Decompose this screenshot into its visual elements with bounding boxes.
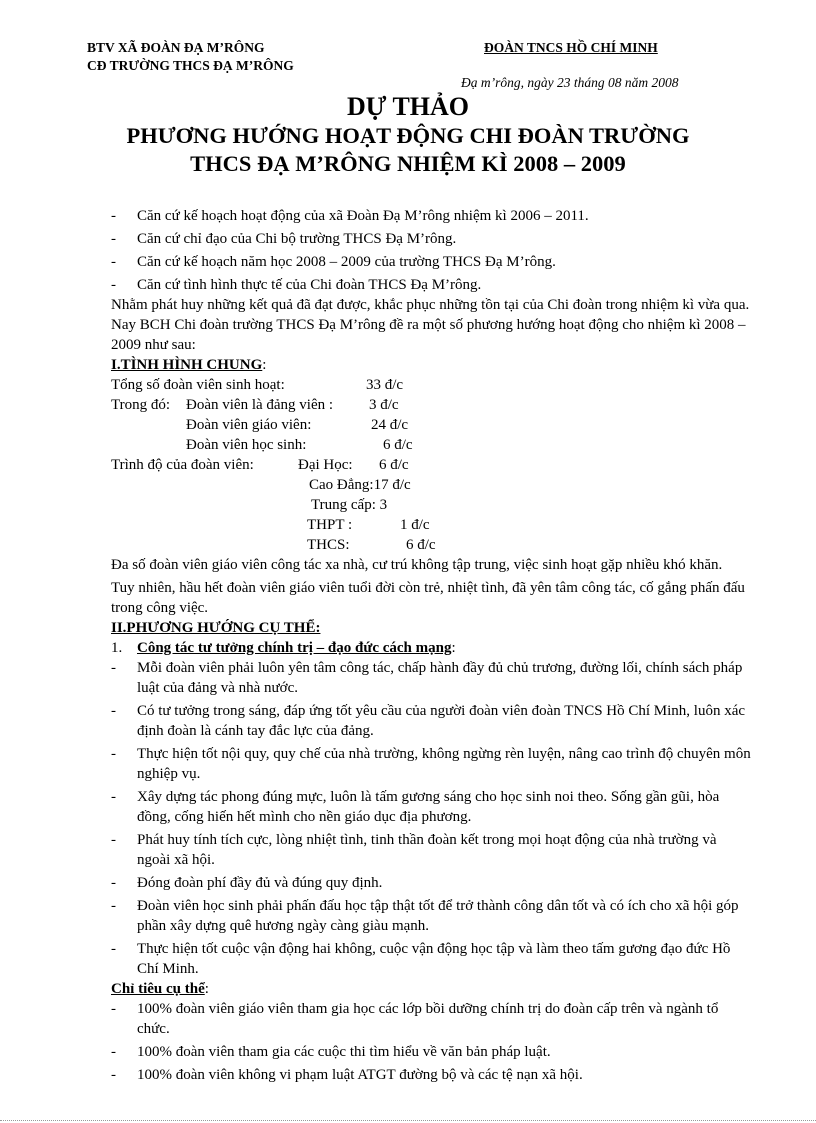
edu-intermediate: Trung cấp: 3 bbox=[311, 497, 388, 513]
stat-total: Tổng số đoàn viên sinh hoạt: 33 đ/c bbox=[111, 377, 404, 393]
situation-paragraph: Tuy nhiên, hầu hết đoàn viên giáo viên tuổi đời còn trẻ, nhiệt tình, đã yên tâm công tác, cố gắng phấn đấu trong công việc. bbox=[111, 580, 745, 616]
document-title: DỰ THẢO bbox=[346, 92, 470, 121]
organization-name: ĐOÀN TNCS HỒ CHÍ MINH bbox=[484, 40, 658, 55]
edu-college: Cao Đẳng:17 đ/c bbox=[309, 477, 411, 493]
document-subtitle-line-1: PHƯƠNG HƯỚNG HOẠT ĐỘNG CHI ĐOÀN TRƯỜNG bbox=[126, 123, 690, 148]
targets-heading: Chỉ tiêu cụ thể: bbox=[111, 981, 209, 997]
point-item: - Thực hiện tốt cuộc vận động hai không, cuộc vận động học tập và làm theo tấm gương đạo đức Hồ Chí Minh. bbox=[111, 941, 731, 977]
basis-item: - Căn cứ kế hoạch năm học 2008 – 2009 của trường THCS Đạ M’rông. bbox=[111, 254, 556, 270]
document-date: Đạ m’rông, ngày 23 tháng 08 năm 2008 bbox=[461, 75, 679, 90]
situation-paragraph: Đa số đoàn viên giáo viên công tác xa nhà, cư trú không tập trung, việc sinh hoạt gặp nhiều khó khăn. bbox=[111, 557, 723, 573]
point-item: - Đóng đoàn phí đầy đủ và đúng quy định. bbox=[111, 875, 383, 891]
point-item: - Thực hiện tốt nội quy, quy chế của nhà trường, không ngừng rèn luyện, nâng cao trình độ chuyên môn nghiệp vụ. bbox=[111, 746, 751, 782]
page-bottom-border bbox=[0, 1120, 816, 1121]
target-item: - 100% đoàn viên giáo viên tham gia học các lớp bồi dưỡng chính trị do đoàn cấp trên và ngành tổ chức. bbox=[111, 1001, 719, 1037]
section-2-heading: II.PHƯƠNG HƯỚNG CỤ THỂ: bbox=[111, 620, 321, 636]
point-item: - Có tư tưởng trong sáng, đáp ứng tốt yêu cầu của người đoàn viên đoàn TNCS Hồ Chí Minh, luôn xác định đoàn là cánh tay đắc lực của đảng. bbox=[111, 703, 746, 739]
basis-item: - Căn cứ kế hoạch hoạt động của xã Đoàn Đạ M’rông nhiệm kì 2006 – 2011. bbox=[111, 208, 589, 224]
item-1-heading: 1. Công tác tư tưởng chính trị – đạo đức cách mạng: bbox=[111, 640, 456, 656]
basis-item: - Căn cứ tình hình thực tế của Chi đoàn THCS Đạ M’rông. bbox=[111, 277, 482, 293]
stat-party: Trong đó: Đoàn viên là đảng viên : 3 đ/c bbox=[111, 397, 399, 413]
stat-student: Đoàn viên học sinh: 6 đ/c bbox=[186, 437, 413, 453]
point-item: - Xây dựng tác phong đúng mực, luôn là tấm gương sáng cho học sinh noi theo. Sống gần gũi, hòa đồng, cống hiến hết mình cho nền giáo dục địa phương. bbox=[111, 789, 720, 825]
issuer-block bbox=[87, 39, 294, 75]
target-item: - 100% đoàn viên tham gia các cuộc thi tìm hiểu về văn bản pháp luật. bbox=[111, 1044, 551, 1060]
target-item: - 100% đoàn viên không vi phạm luật ATGT đường bộ và các tệ nạn xã hội. bbox=[111, 1067, 583, 1083]
section-1-heading: I.TÌNH HÌNH CHUNG: bbox=[111, 357, 267, 373]
document-subtitle-line-2: THCS ĐẠ M’RÔNG NHIỆM KÌ 2008 – 2009 bbox=[190, 151, 626, 176]
issuer-line-2: CĐ TRƯỜNG THCS ĐẠ M’RÔNG bbox=[87, 58, 294, 73]
edu-secondary: THCS: 6 đ/c bbox=[307, 537, 436, 553]
point-item: - Đoàn viên học sinh phải phấn đấu học tập thật tốt để trở thành công dân tốt và có ích cho xã hội góp phần xây dựng quê hương ngày càng giàu mạnh. bbox=[111, 898, 739, 934]
document-body bbox=[111, 206, 751, 1085]
point-item: - Phát huy tính tích cực, lòng nhiệt tình, tinh thần đoàn kết trong mọi hoạt động của nhà trường và ngoài xã hội. bbox=[111, 832, 717, 868]
basis-item: - Căn cứ chỉ đạo của Chi bộ trường THCS Đạ M’rông. bbox=[111, 231, 457, 247]
edu-university: Trình độ của đoàn viên: Đại Học: 6 đ/c bbox=[111, 457, 409, 473]
issuer-line-1: BTV XÃ ĐOÀN ĐẠ M’RÔNG bbox=[87, 40, 265, 55]
intro-paragraph: Nhằm phát huy những kết quả đã đạt được, khắc phục những tồn tại của Chi đoàn trong nhiệm kì vừa qua. Nay BCH Chi đoàn trường THCS Đạ M’rông đề ra một số phương hướng hoạt động cho nhiệm kì 2008 – 2009 như sau: bbox=[111, 297, 750, 353]
stat-teacher: Đoàn viên giáo viên: 24 đ/c bbox=[186, 417, 409, 433]
edu-high-school: THPT : 1 đ/c bbox=[307, 517, 430, 533]
point-item: - Mỗi đoàn viên phải luôn yên tâm công tác, chấp hành đầy đủ chủ trương, đường lối, chính sách pháp luật của đảng và nhà nước. bbox=[111, 660, 743, 696]
